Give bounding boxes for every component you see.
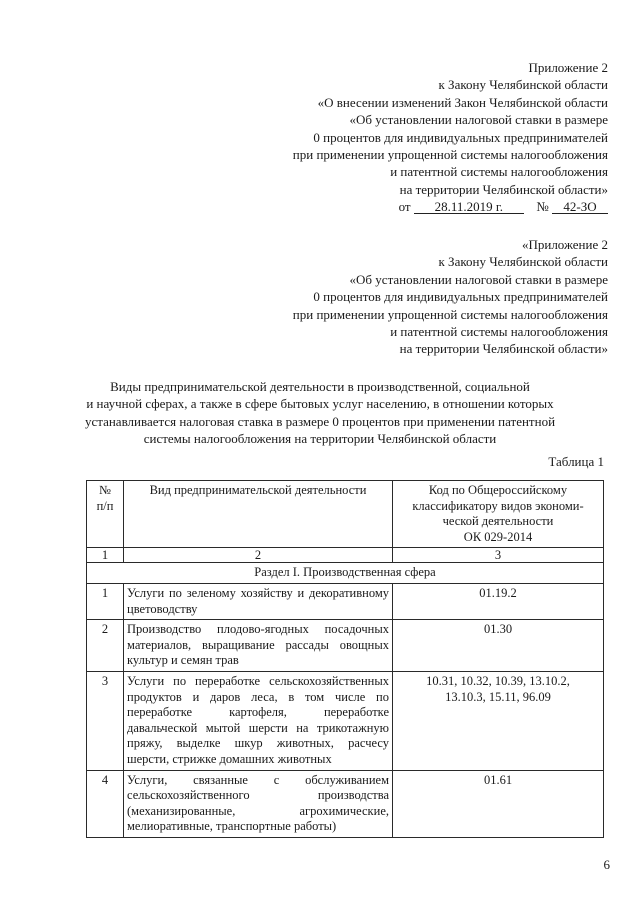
number-prefix: № [536, 199, 549, 215]
section-row [87, 563, 604, 584]
header-line: при применении упрощенной системы налогообложения [292, 306, 608, 322]
title-line: и научной сферах, а также в сфере бытовых услуг населению, в отношении которых [86, 396, 554, 412]
title-line: устанавливается налоговая ставка в размере 0 процентов при применении патентной [84, 413, 556, 429]
amendment-header [293, 59, 608, 216]
table-caption: Таблица 1 [548, 454, 604, 469]
row-activity: Производство плодово-ягодных посадочных материалов, выращивание рассады овощных культур и семян трав [124, 620, 393, 672]
row-activity: Услуги, связанные с обслуживанием сельскохозяйственного производства (механизированные, агрохимические, мелиоративные, транспортные работы) [124, 770, 393, 837]
row-activity: Услуги по зеленому хозяйству и декоративному цветоводству [124, 583, 393, 619]
header-activity: Вид предпринимательской деятельности [124, 481, 393, 548]
header-line: к Закону Челябинской области [438, 77, 608, 93]
header-line: «Об установлении налоговой ставки в размере [349, 271, 608, 287]
header-num-text: № п/п [96, 483, 114, 513]
row-num: 3 [87, 671, 124, 770]
index-cell: 2 [124, 548, 393, 563]
row-num: 2 [87, 620, 124, 672]
original-header [293, 236, 608, 358]
activities-table [86, 480, 604, 838]
header-line: и патентной системы налогообложения [390, 324, 608, 340]
row-code: 01.61 [393, 770, 604, 837]
header-line: на территории Челябинской области» [399, 181, 608, 197]
table-row [87, 770, 604, 837]
header-line: и патентной системы налогообложения [390, 164, 608, 180]
index-cell: 3 [393, 548, 604, 563]
row-code-text: 10.31, 10.32, 10.39, 13.10.2, 13.10.3, 15.11, 96.09 [426, 673, 570, 704]
law-date-number-line [293, 198, 608, 215]
row-code: 01.30 [393, 620, 604, 672]
header-line: «Приложение 2 [521, 237, 608, 252]
page-number: 6 [603, 857, 610, 872]
header-line: на территории Челябинской области» [399, 341, 608, 357]
table-row [87, 583, 604, 619]
header-code [393, 481, 604, 548]
date-prefix: от [398, 199, 411, 215]
title-line: Виды предпринимательской деятельности в производственной, социальной [110, 379, 530, 394]
table-row [87, 671, 604, 770]
row-code [393, 671, 604, 770]
header-line: Приложение 2 [528, 60, 608, 75]
document-title [70, 378, 570, 448]
header-line: «Об установлении налоговой ставки в размере [349, 112, 608, 128]
row-num: 4 [87, 770, 124, 837]
header-num [87, 481, 124, 548]
header-line: при применении упрощенной системы налогообложения [292, 147, 608, 163]
row-activity: Услуги по переработке сельскохозяйственных продуктов и даров леса, в том числе по переработке картофеля, переработке давальческой мытой шерсти на трикотажную пряжу, выделке шкур животных, расчесу шерсти, стрижке домашних животных [124, 671, 393, 770]
index-cell: 1 [87, 548, 124, 563]
header-line: к Закону Челябинской области [438, 254, 608, 270]
header-line: 0 процентов для индивидуальных предпринимателей [313, 129, 608, 145]
law-number: 42-ЗО [552, 200, 608, 214]
law-date: 28.11.2019 г. [414, 200, 524, 214]
header-line: «О внесении изменений Закон Челябинской области [317, 94, 608, 110]
table-row [87, 620, 604, 672]
title-line: системы налогообложения на территории Челябинской области [143, 431, 497, 447]
header-code-text: Код по Общероссийскому классификатору видов экономи- ческой деятельности ОК 029-2014 [412, 483, 584, 544]
row-code: 01.19.2 [393, 583, 604, 619]
section-title: Раздел I. Производственная сфера [87, 563, 604, 584]
column-index-row [87, 548, 604, 563]
header-line: 0 процентов для индивидуальных предпринимателей [313, 289, 608, 305]
row-num: 1 [87, 583, 124, 619]
table-header-row [87, 481, 604, 548]
